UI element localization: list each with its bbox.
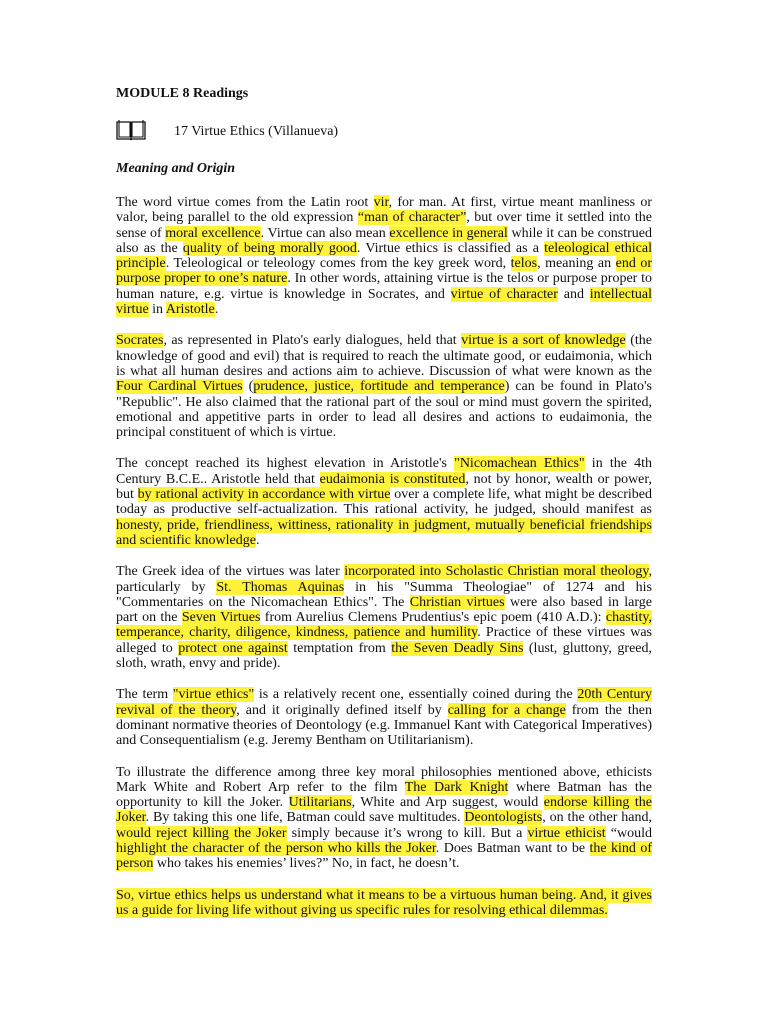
highlighted-text: virtue is a sort of knowledge (461, 333, 626, 349)
text-run: . In other words, attaining virtue is the telos or purpose proper to human nature, e.g. virtue is knowledge in Socrates, and (116, 271, 652, 302)
text-run: . By taking this one life, Batman could save multitudes. (145, 810, 465, 826)
reading-reference (116, 120, 652, 144)
text-run: from the then dominant normative theories of Deontology (e.g. Immanuel Kant with Categorical Imperatives) and Consequentialism (e.g. Jeremy Bentham on Utilitarianism). (116, 702, 653, 749)
section-heading: Meaning and Origin (116, 161, 236, 176)
text-run: , but over time it settled into the sense of (116, 210, 652, 241)
text-run: . Virtue ethics is classified as a (356, 240, 545, 256)
highlighted-text: excellence in general (389, 225, 508, 241)
highlighted-text: "Nicomachean Ethics" (454, 456, 585, 472)
text-run: The word virtue comes from the Latin root (116, 195, 374, 210)
text-run: . (255, 532, 260, 548)
highlighted-text: "virtue ethics" (172, 687, 255, 703)
text-run: over a complete life, what might be described today as productive self-actualization. This rational activity, he judged, should manifest as (116, 487, 653, 518)
text-run: , not by honor, wealth or power, but (116, 471, 652, 503)
book-icon (116, 119, 174, 146)
text-run: temptation from (287, 640, 392, 656)
text-run: , meaning an (537, 256, 616, 272)
highlighted-text: would reject killing the Joker (116, 825, 287, 841)
highlighted-text: Utilitarians (288, 795, 352, 811)
highlighted-text: moral excellence (165, 225, 261, 241)
highlighted-text: St. Thomas Aquinas (216, 579, 345, 595)
text-run: , and it originally defined itself by (236, 702, 448, 718)
text-run: The concept reached its highest elevation in Aristotle's (116, 456, 455, 472)
text-run: from Aurelius Clemens Prudentius's epic poem (410 A.D.): (260, 610, 606, 626)
highlighted-text: prudence, justice, fortitude and temperance (253, 379, 505, 395)
paragraph-4 (116, 564, 652, 671)
highlighted-text: eudaimonia is constituted (319, 471, 466, 487)
paragraph-1 (116, 195, 652, 317)
highlighted-text: vir (373, 195, 389, 210)
highlighted-text: the Seven Deadly Sins (391, 640, 524, 656)
text-run: . Practice of these virtues was alleged to (116, 625, 653, 656)
reading-title: 17 Virtue Ethics (Villanueva) (174, 124, 339, 139)
module-title: MODULE 8 Readings (116, 86, 249, 101)
highlighted-text: the kind of person (116, 840, 653, 872)
highlighted-text: protect one against (178, 640, 288, 656)
highlighted-text: teleological ethical principle (116, 240, 652, 272)
highlighted-text: Christian virtues (409, 594, 505, 610)
highlighted-text: quality of being morally good (182, 240, 357, 256)
text-run: in his "Summa Theologiae" of 1274 and his "Commentaries on the Nicomachean Ethics". The (116, 579, 652, 610)
text-run: simply because it’s wrong to kill. But a (286, 825, 528, 841)
highlighted-text: intellectual virtue (116, 286, 652, 318)
highlighted-text: highlight the character of the person who kills the Joker (116, 840, 436, 856)
highlighted-text: Aristotle (165, 302, 215, 318)
highlighted-text: by rational activity in accordance with virtue (137, 487, 391, 503)
highlighted-text: end or purpose proper to one’s nature (116, 256, 653, 287)
text-run: and (557, 286, 590, 302)
paragraph-3 (116, 456, 652, 548)
text-run: in (148, 302, 166, 318)
highlighted-text: The Dark Knight (404, 779, 509, 795)
text-run: The term (116, 687, 173, 703)
paragraph-5 (116, 687, 652, 748)
text-run: , as represented in Plato's early dialogues, held that (163, 333, 462, 349)
text-run: ) can be found in Plato's "Republic". He also claimed that the rational part of the soul or mind must govern the spirited, emotional and appetitive parts in order to lead all desires and actions to eudaimonia, the principal constituent of which is virtue. (116, 379, 652, 441)
highlighted-text: Deontologists (464, 810, 543, 826)
highlighted-text: telos (510, 256, 538, 272)
text-run: in the 4th Century B.C.E.. Aristotle held that (116, 456, 653, 487)
highlighted-text: chastity, temperance, charity, diligence, kindness, patience and humility (116, 610, 653, 641)
text-run: while it can be construed also as the (116, 225, 652, 256)
text-run: (lust, gluttony, greed, sloth, wrath, envy and pride). (116, 640, 653, 672)
highlighted-text: 20th Century revival of the theory (116, 687, 653, 718)
text-run: , on the other hand, (542, 810, 653, 826)
text-run: . (214, 302, 219, 318)
highlighted-text: honesty, pride, friendliness, wittiness, rationality in judgment, mutually beneficial friendships and scientific knowledge (116, 517, 652, 548)
text-run: “would (605, 825, 653, 841)
text-run: To illustrate the difference among three key moral philosophies mentioned above, ethicists Mark White and Robert Arp refer to the film (116, 764, 652, 795)
text-run: , particularly by (116, 564, 652, 595)
text-run: , White and Arp suggest, would (351, 795, 544, 811)
highlighted-text: calling for a change (447, 702, 566, 718)
text-run: . Virtue can also mean (260, 225, 390, 241)
highlighted-text: Seven Virtues (181, 610, 261, 626)
text-run: (the knowledge of good and evil) that is required to reach the ultimate good, or eudaimonia, which is what all human desires and actions aim to achieve. Discussion of what were known as the (116, 333, 652, 379)
highlighted-text: virtue of character (450, 286, 558, 302)
text-run: who takes his enemies’ lives?” No, in fact, he doesn’t. (153, 856, 460, 872)
text-run: ( (242, 379, 254, 395)
text-run: The Greek idea of the virtues was later (116, 564, 345, 580)
text-run: . Does Batman want to be (435, 840, 590, 856)
highlighted-text: Four Cardinal Virtues (116, 379, 243, 395)
paragraph-6 (116, 765, 652, 872)
highlighted-text: virtue ethicist (527, 825, 606, 841)
text-run: , for man. At first, virtue meant manliness or valor, being parallel to the old expression (116, 195, 652, 226)
paragraph-7 (116, 888, 652, 919)
text-run: . Teleological or teleology comes from the key greek word, (165, 256, 511, 272)
text-run: where Batman has the opportunity to kill the Joker. (116, 779, 652, 811)
highlighted-text: endorse killing the Joker (116, 795, 653, 826)
text-run: were also based in large part on the (116, 594, 653, 626)
highlighted-text: Socrates (116, 333, 164, 349)
highlighted-text: incorporated into Scholastic Christian moral theology (344, 564, 649, 580)
highlighted-text: So, virtue ethics helps us understand what it means to be a virtuous human being. And, it gives us a guide for living life without giving us specific rules for resolving ethical dilemmas. (116, 887, 652, 918)
highlighted-text: “man of character” (357, 210, 467, 226)
paragraph-2 (116, 333, 652, 440)
text-run: is a relatively recent one, essentially coined during the (254, 687, 578, 703)
